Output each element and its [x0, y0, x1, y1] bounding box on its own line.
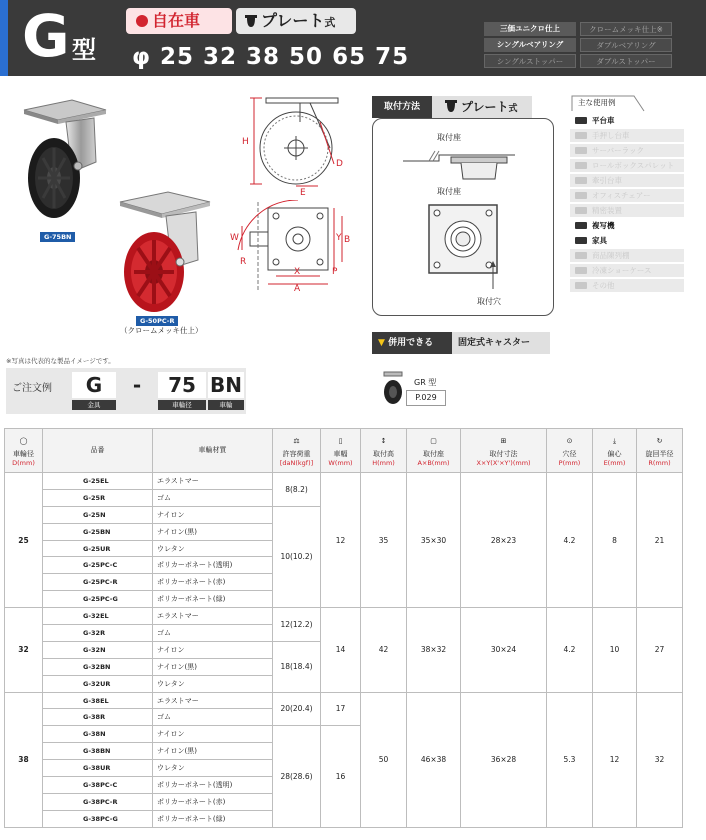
- cell-material: ウレタン: [153, 675, 273, 692]
- caster-photo-red: [110, 188, 214, 316]
- mounting-method-tab: 取付方法: [372, 96, 432, 118]
- cell-part-number: G-25R: [43, 489, 153, 506]
- hand-cart-icon: [575, 132, 587, 139]
- cell-seat: 38×32: [407, 608, 461, 692]
- cell-width: 16: [321, 726, 361, 827]
- usage-label: 平台車: [592, 116, 615, 125]
- cell-load: 8(8.2): [273, 473, 321, 507]
- office-chair-icon: [575, 192, 587, 199]
- flat-cart-icon: [575, 117, 587, 124]
- mount-seat-label-bottom: 取付座: [437, 187, 461, 196]
- cell-part-number: G-38R: [43, 709, 153, 726]
- usage-label: 手押し台車: [592, 131, 630, 140]
- col-header-radius: ↻ 旋回半径 R(mm): [637, 429, 683, 473]
- cell-part-number: G-25PC-C: [43, 557, 153, 574]
- usage-label: オフィスチェアー: [592, 191, 651, 200]
- cell-load: 20(20.4): [273, 692, 321, 726]
- usage-item-other: [570, 279, 684, 292]
- dim-label-y: Y: [336, 233, 342, 243]
- cell-offset: 12: [593, 692, 637, 827]
- spec-single-bearing: シングルベアリング: [484, 38, 576, 52]
- mount-hole-arrow: [489, 261, 501, 291]
- copier-icon: [575, 222, 587, 229]
- size-value: 75: [375, 44, 410, 70]
- cell-part-number: G-32BN: [43, 658, 153, 675]
- col-header-hole: ⊙ 穴径 P(mm): [547, 429, 593, 473]
- cell-part-number: G-38EL: [43, 692, 153, 709]
- usage-item-display-shelf: [570, 249, 684, 262]
- mount-seat-icon: ▢: [430, 436, 437, 445]
- cell-load: 28(28.6): [273, 726, 321, 827]
- cell-material: エラストマー: [153, 692, 273, 709]
- model-suffix: 型: [72, 36, 96, 64]
- cell-height: 35: [361, 473, 407, 608]
- order-part-dash: -: [132, 373, 142, 397]
- spec-double-bearing: ダブルベアリング: [580, 38, 672, 52]
- cell-material: ポリカーボネート(透明): [153, 557, 273, 574]
- cell-part-number: G-32N: [43, 641, 153, 658]
- dim-label-e: E: [300, 188, 306, 196]
- size-value: 32: [203, 44, 238, 70]
- dim-label-w: W: [230, 233, 239, 243]
- photo-label-red: G-50PC-R: [136, 316, 178, 326]
- cell-material: エラストマー: [153, 473, 273, 490]
- usage-label: ロールボックスパレット: [592, 161, 675, 170]
- cell-part-number: G-38PC-C: [43, 777, 153, 794]
- cell-height: 42: [361, 608, 407, 692]
- triangle-down-icon: ▼: [378, 338, 385, 348]
- model-letter: G: [22, 2, 70, 70]
- order-part-wheel: BN: [208, 372, 244, 398]
- plate-mount-icon: [244, 14, 258, 28]
- col-header-mount-dims: ⊞ 取付寸法 X×Y(X'×Y')(mm): [461, 429, 547, 473]
- compatible-label: [372, 332, 452, 354]
- cell-load: 18(18.4): [273, 641, 321, 692]
- usage-item-server-rack: [570, 144, 684, 157]
- cell-material: ナイロン: [153, 726, 273, 743]
- photo-caption-chrome: （クロームメッキ仕上）: [120, 326, 203, 335]
- usage-item-roll-box: [570, 159, 684, 172]
- cell-part-number: G-38N: [43, 726, 153, 743]
- compatible-caster-type: 固定式キャスター: [452, 332, 550, 354]
- dim-label-d: D: [336, 159, 343, 169]
- usage-item-copier: [570, 219, 684, 232]
- cell-part-number: G-25N: [43, 506, 153, 523]
- cell-material: ナイロン(黒): [153, 523, 273, 540]
- cell-width: 12: [321, 473, 361, 608]
- order-part-diameter: 75: [158, 372, 206, 398]
- photo-label-black: G-75BN: [40, 232, 75, 242]
- col-header-offset: ⤓ 偏心 E(mm): [593, 429, 637, 473]
- mount-dims-icon: ⊞: [500, 436, 507, 445]
- usage-item-towing-cart: [570, 174, 684, 187]
- cell-material: ポリカーボネート(透明): [153, 777, 273, 794]
- mount-seat-label-top: 取付座: [437, 133, 461, 142]
- cell-material: ポリカーボネート(緑): [153, 591, 273, 608]
- cell-material: ゴム: [153, 709, 273, 726]
- spec-table: [4, 428, 683, 828]
- gr-model-label: GR 型: [414, 378, 437, 387]
- col-header-load: ⚖ 許容荷重 [daN(kgf)]: [273, 429, 321, 473]
- size-value: 38: [246, 44, 281, 70]
- cell-part-number: G-38UR: [43, 760, 153, 777]
- side-view-drawing: [240, 92, 350, 196]
- cell-part-number: G-25UR: [43, 540, 153, 557]
- col-header-width: ▯ 車幅 W(mm): [321, 429, 361, 473]
- cell-material: ナイロン: [153, 641, 273, 658]
- wheel-width-icon: ▯: [338, 436, 343, 445]
- col-header-material: 車輪材質: [153, 429, 273, 473]
- cell-material: ポリカーボネート(緑): [153, 810, 273, 827]
- plate-type-suffix: 式: [324, 16, 336, 29]
- gr-caster-thumbnail: [380, 370, 406, 406]
- compatible-caster-bar: [372, 332, 552, 354]
- cell-material: ウレタン: [153, 760, 273, 777]
- wheel-diameter-icon: ◯: [19, 436, 28, 445]
- cell-hole: 4.2: [547, 473, 593, 608]
- table-header-row: [5, 429, 683, 473]
- plate-mount-icon: [444, 99, 458, 113]
- offset-icon: ⤓: [612, 436, 617, 445]
- cell-diameter: 32: [5, 608, 43, 692]
- red-dot-icon: [136, 15, 148, 27]
- cell-part-number: G-25BN: [43, 523, 153, 540]
- col-header-diameter: ◯ 車輪径 D(mm): [5, 429, 43, 473]
- header-accent-bar: [0, 0, 8, 76]
- cell-height: 50: [361, 692, 407, 827]
- load-icon: ⚖: [293, 436, 300, 445]
- spec-finish-chrome: クロームメッキ仕上※: [580, 22, 672, 36]
- usage-title: 主な使用例: [578, 98, 616, 107]
- cell-part-number: G-32R: [43, 625, 153, 642]
- cell-material: ポリカーボネート(赤): [153, 793, 273, 810]
- cell-radius: 21: [637, 473, 683, 608]
- usage-label: サーバーラック: [592, 146, 644, 155]
- spec-table-body: [5, 473, 683, 828]
- usage-label: 冷凍ショーケース: [592, 266, 652, 275]
- cell-part-number: G-38PC-R: [43, 793, 153, 810]
- col-header-part-number: 品番: [43, 429, 153, 473]
- dim-label-h: H: [242, 137, 249, 147]
- hole-dia-icon: ⊙: [566, 436, 573, 445]
- swivel-type-label: 自在車: [152, 11, 201, 30]
- usage-item-furniture: [570, 234, 684, 247]
- order-example-label: ご注文例: [12, 383, 52, 394]
- cell-radius: 32: [637, 692, 683, 827]
- cell-part-number: G-32UR: [43, 675, 153, 692]
- mount-height-icon: ↕: [380, 436, 387, 445]
- spec-double-stopper: ダブルストッパー: [580, 54, 672, 68]
- order-sub-diameter: 車輪径: [158, 400, 206, 410]
- usage-label: 家具: [592, 236, 607, 245]
- cell-material: ナイロン: [153, 506, 273, 523]
- page-header: [0, 0, 706, 76]
- dim-label-b: B: [344, 235, 351, 245]
- cell-material: ポリカーボネート(赤): [153, 574, 273, 591]
- mounting-panel: [372, 118, 554, 316]
- cell-mount-dims: 30×24: [461, 608, 547, 692]
- usage-label: その他: [592, 281, 615, 290]
- swivel-type-badge: [126, 8, 232, 34]
- plate-type-label: プレート: [261, 11, 325, 30]
- size-value: 50: [289, 44, 324, 70]
- cell-load: 10(10.2): [273, 506, 321, 607]
- order-sub-fitting: 金具: [72, 400, 116, 410]
- usage-label: 複写機: [592, 221, 615, 230]
- cell-part-number: G-25PC-R: [43, 574, 153, 591]
- table-row: [5, 473, 683, 490]
- cell-width: 14: [321, 608, 361, 692]
- cell-material: ゴム: [153, 489, 273, 506]
- towing-cart-icon: [575, 177, 587, 184]
- cell-part-number: G-32EL: [43, 608, 153, 625]
- cell-offset: 8: [593, 473, 637, 608]
- usage-label: 牽引台車: [592, 176, 622, 185]
- usage-item-office-chair: [570, 189, 684, 202]
- swivel-radius-icon: ↻: [656, 436, 663, 445]
- cell-hole: 4.2: [547, 608, 593, 692]
- mount-hole-label: 取付穴: [477, 297, 501, 306]
- cell-material: ナイロン(黒): [153, 658, 273, 675]
- cell-material: ナイロン(黒): [153, 743, 273, 760]
- mounting-plate-tab: [432, 96, 532, 118]
- cell-diameter: 25: [5, 473, 43, 608]
- mount-side-sketch: [399, 147, 529, 183]
- usage-item-flat-cart: [570, 114, 684, 127]
- cell-material: ゴム: [153, 625, 273, 642]
- precision-device-icon: [575, 207, 587, 214]
- cell-mount-dims: 28×23: [461, 473, 547, 608]
- cell-hole: 5.3: [547, 692, 593, 827]
- cell-material: エラストマー: [153, 608, 273, 625]
- cell-load: 12(12.2): [273, 608, 321, 642]
- compatible-text: 併用できる: [388, 338, 434, 348]
- cell-seat: 46×38: [407, 692, 461, 827]
- furniture-icon: [575, 237, 587, 244]
- top-view-drawing: [228, 200, 352, 292]
- cell-material: ウレタン: [153, 540, 273, 557]
- order-example: [6, 368, 246, 414]
- cell-mount-dims: 36×28: [461, 692, 547, 827]
- caster-photo-black: [16, 96, 110, 228]
- usage-item-hand-cart: [570, 129, 684, 142]
- diameter-symbol: φ: [132, 44, 151, 70]
- mounting-plate-label: プレート: [461, 100, 509, 114]
- table-row: [5, 608, 683, 625]
- freezer-case-icon: [575, 267, 587, 274]
- dim-label-r: R: [240, 257, 247, 267]
- cell-offset: 10: [593, 608, 637, 692]
- dim-label-a: A: [294, 284, 301, 292]
- spec-single-stopper: シングルストッパー: [484, 54, 576, 68]
- cell-seat: 35×30: [407, 473, 461, 608]
- size-value: 25: [160, 44, 195, 70]
- cell-diameter: 38: [5, 692, 43, 827]
- table-row: [5, 692, 683, 709]
- server-rack-icon: [575, 147, 587, 154]
- photo-note: ※写真は代表的な製品イメージです。: [6, 357, 115, 365]
- dim-label-x: X: [294, 267, 301, 277]
- dim-label-p: P: [332, 267, 338, 277]
- cell-part-number: G-38PC-G: [43, 810, 153, 827]
- size-value: 65: [332, 44, 367, 70]
- usage-label: 精密装置: [592, 206, 622, 215]
- wheel-size-list: [132, 42, 418, 72]
- gr-page-link[interactable]: P.029: [406, 390, 446, 406]
- cell-part-number: G-25PC-G: [43, 591, 153, 608]
- usage-label: 商品陳列棚: [592, 251, 630, 260]
- cell-part-number: G-25EL: [43, 473, 153, 490]
- cell-width: 17: [321, 692, 361, 726]
- roll-box-icon: [575, 162, 587, 169]
- cell-part-number: G-38BN: [43, 743, 153, 760]
- col-header-height: ↕ 取付高 H(mm): [361, 429, 407, 473]
- usage-item-precision: [570, 204, 684, 217]
- mounting-plate-suffix: 式: [508, 104, 518, 114]
- plate-type-badge: [236, 8, 356, 34]
- spec-finish-trivalent: 三価ユニクロ仕上: [484, 22, 576, 36]
- display-shelf-icon: [575, 252, 587, 259]
- col-header-seat: ▢ 取付座 A×B(mm): [407, 429, 461, 473]
- other-icon: [575, 282, 587, 289]
- order-sub-wheel: 車輪: [208, 400, 244, 410]
- cell-radius: 27: [637, 608, 683, 692]
- usage-item-freezer-case: [570, 264, 684, 277]
- order-part-fitting: G: [72, 372, 116, 398]
